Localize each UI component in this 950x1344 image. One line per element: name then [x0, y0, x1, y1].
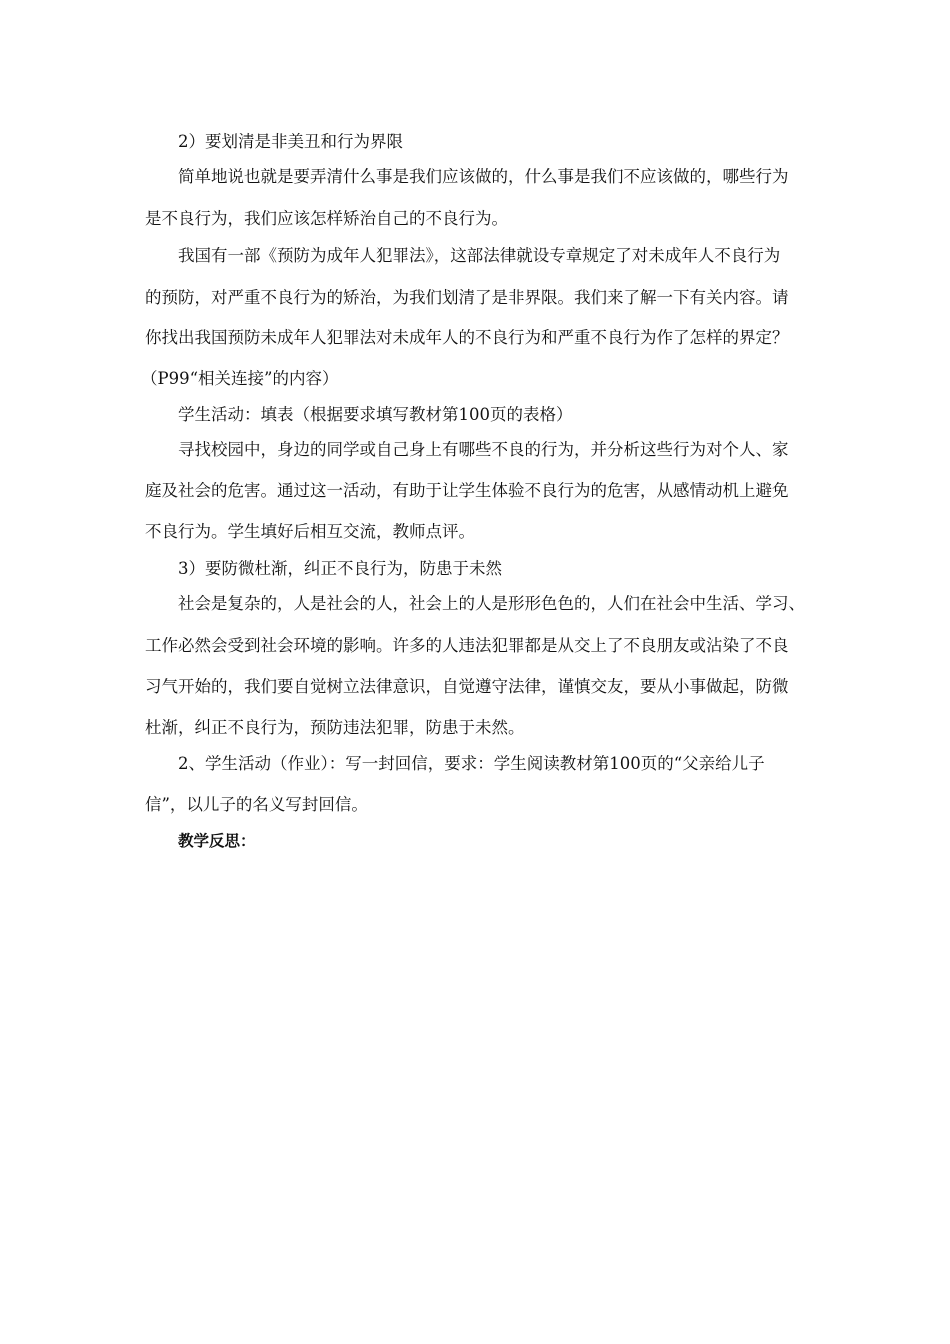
paragraph-line: 社会是复杂的，人是社会的人，社会上的人是形形色色的，人们在社会中生活、学习、	[178, 594, 805, 613]
paragraph-line: 的预防，对严重不良行为的矫治，为我们划清了是非界限。我们来了解一下有关内容。请	[145, 288, 789, 307]
paragraph-line: 我国有一部《预防为成年人犯罪法》，这部法律就设专章规定了对未成年人不良行为	[178, 246, 781, 265]
paragraph-line: 不良行为。学生填好后相互交流，教师点评。	[145, 522, 475, 541]
section-heading-2: 2）要划清是非美丑和行为界限	[178, 132, 403, 151]
paragraph-line: （P99“相关连接”的内容）	[141, 369, 339, 388]
paragraph-line: 习气开始的，我们要自觉树立法律意识，自觉遵守法律，谨慎交友，要从小事做起，防微	[145, 677, 789, 696]
paragraph-line: 你找出我国预防未成年人犯罪法对未成年人的不良行为和严重不良行为作了怎样的界定？	[145, 328, 789, 347]
activity-line: 2、学生活动（作业）：写一封回信，要求：学生阅读教材第100页的“父亲给儿子	[178, 754, 765, 773]
paragraph-line: 杜渐，纠正不良行为，预防违法犯罪，防患于未然。	[145, 718, 525, 737]
paragraph-line: 庭及社会的危害。通过这一活动，有助于让学生体验不良行为的危害，从感情动机上避免	[145, 481, 789, 500]
paragraph-line: 是不良行为，我们应该怎样矫治自己的不良行为。	[145, 209, 508, 228]
paragraph-line: 寻找校园中，身边的同学或自己身上有哪些不良的行为，并分析这些行为对个人、家	[178, 440, 789, 459]
paragraph-line: 信”，以儿子的名义写封回信。	[145, 795, 368, 814]
paragraph-line: 工作必然会受到社会环境的影响。许多的人违法犯罪都是从交上了不良朋友或沾染了不良	[145, 636, 789, 655]
reflection-heading: 教学反思：	[178, 832, 256, 850]
activity-line: 学生活动：填表（根据要求填写教材第100页的表格）	[178, 405, 573, 424]
paragraph-line: 简单地说也就是要弄清什么事是我们应该做的，什么事是我们不应该做的，哪些行为	[178, 167, 789, 186]
section-heading-3: 3）要防微杜渐，纠正不良行为，防患于未然	[178, 559, 502, 578]
